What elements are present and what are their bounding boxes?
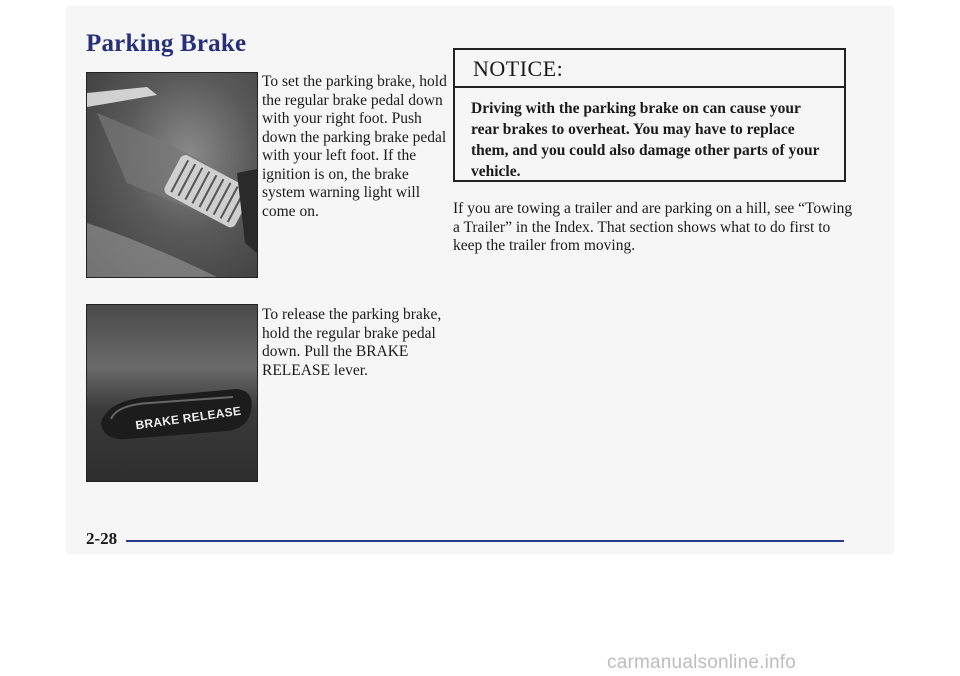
pedal-illustration — [87, 73, 257, 277]
notice-header — [455, 50, 844, 88]
set-parking-brake-text: To set the parking brake, hold the regular brake pedal down with your right foot. Push down the parking brake pedal with your left foot. If the ignition is on, the brake system warning light will come on. — [262, 73, 447, 220]
notice-text: Driving with the parking brake on can cause your rear brakes to overheat. You may have to replace them, and you could also damage other parts of your vehicle. — [471, 100, 820, 180]
release-parking-brake-text: To release the parking brake, hold the regular brake pedal down. Pull the BRAKE RELEASE lever. — [262, 306, 442, 379]
parking-brake-pedal-photo — [86, 72, 258, 278]
brake-release-lever-photo — [86, 304, 258, 482]
release-lever-illustration — [87, 305, 257, 481]
notice-title: NOTICE: — [473, 56, 564, 81]
page-number: 2-28 — [86, 529, 118, 548]
notice-box — [453, 48, 846, 182]
footer-rule — [126, 540, 844, 542]
towing-trailer-text: If you are towing a trailer and are parking on a hill, see “Towing a Trailer” in the Index. That section shows what to do first to keep the trailer from moving. — [453, 200, 853, 254]
brake-release-lever-label: BRAKE RELEASE — [134, 403, 243, 433]
watermark: carmanualsonline.info — [607, 652, 797, 673]
section-title: Parking Brake — [86, 30, 247, 57]
